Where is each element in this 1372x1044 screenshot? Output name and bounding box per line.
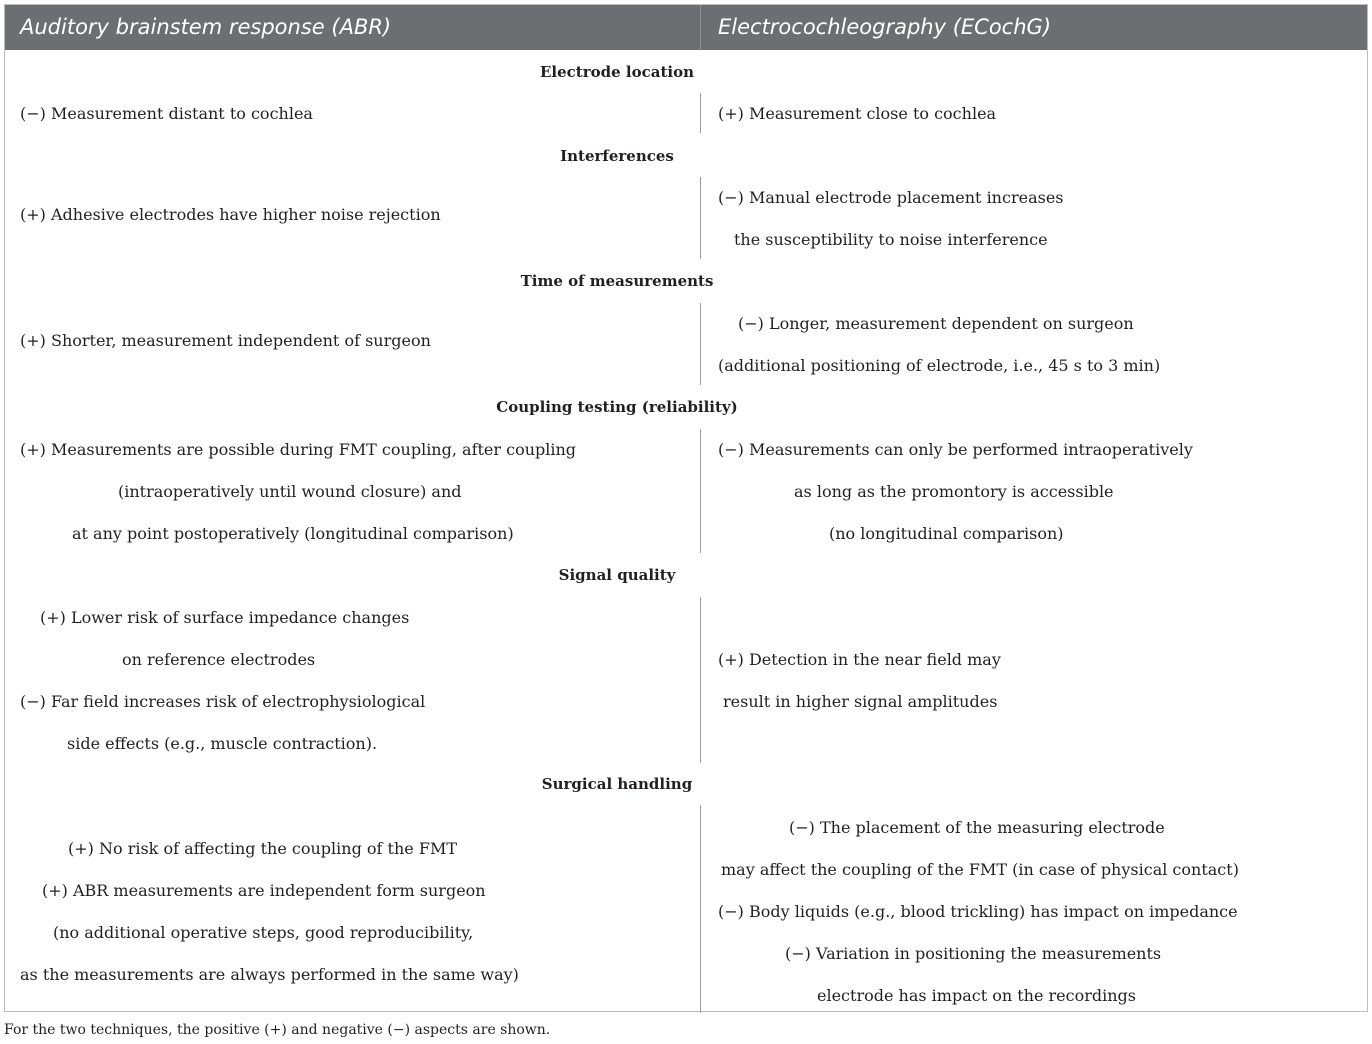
table-footnote: For the two techniques, the positive (+) and negative (−) aspects are shown. bbox=[4, 1022, 551, 1038]
abr-cell-line: (+) Measurements are possible during FMT coupling, after coupling bbox=[20, 440, 577, 459]
section-title-signal-quality: Signal quality bbox=[558, 566, 676, 584]
section-title-surgical-handling: Surgical handling bbox=[541, 775, 693, 793]
ecochg-cell-line: (−) Body liquids (e.g., blood trickling) has impact on impedance bbox=[718, 902, 1238, 921]
ecochg-cell-line: result in higher signal amplitudes bbox=[723, 692, 998, 711]
ecochg-cell-line: (−) Longer, measurement dependent on surgeon bbox=[738, 314, 1134, 333]
section-title-coupling-testing: Coupling testing (reliability) bbox=[496, 398, 738, 416]
column-divider bbox=[700, 303, 701, 385]
abr-cell-line: (−) Far field increases risk of electrophysiological bbox=[20, 692, 426, 711]
abr-cell-line: as the measurements are always performed in the same way) bbox=[20, 965, 519, 984]
column-divider bbox=[700, 805, 701, 1013]
abr-cell-line: (intraoperatively until wound closure) and bbox=[118, 482, 462, 501]
abr-cell-line: (+) No risk of affecting the coupling of the FMT bbox=[68, 839, 457, 858]
section-title-electrode-location: Electrode location bbox=[540, 63, 694, 81]
ecochg-cell-line: (−) The placement of the measuring electrode bbox=[789, 818, 1165, 837]
column-divider bbox=[700, 177, 701, 259]
abr-cell-line: on reference electrodes bbox=[122, 650, 316, 669]
header-abr: Auditory brainstem response (ABR) bbox=[20, 15, 392, 39]
ecochg-cell-line: (no longitudinal comparison) bbox=[829, 524, 1064, 543]
ecochg-cell-line: as long as the promontory is accessible bbox=[794, 482, 1114, 501]
comparison-table bbox=[4, 4, 1368, 1012]
column-divider bbox=[700, 93, 701, 133]
ecochg-cell-line: electrode has impact on the recordings bbox=[817, 986, 1136, 1005]
abr-cell-line: (+) Lower risk of surface impedance changes bbox=[40, 608, 410, 627]
abr-cell-line: (+) Adhesive electrodes have higher noise rejection bbox=[20, 205, 441, 224]
ecochg-cell-line: may affect the coupling of the FMT (in case of physical contact) bbox=[721, 860, 1239, 879]
table-header bbox=[5, 5, 1367, 50]
abr-cell-line: side effects (e.g., muscle contraction). bbox=[67, 734, 378, 753]
header-ecochg: Electrocochleography (ECochG) bbox=[718, 15, 1052, 39]
abr-cell-line: (+) ABR measurements are independent form surgeon bbox=[42, 881, 486, 900]
column-divider bbox=[700, 429, 701, 553]
abr-cell-line: at any point postoperatively (longitudinal comparison) bbox=[72, 524, 514, 543]
ecochg-cell-line: (−) Measurements can only be performed intraoperatively bbox=[718, 440, 1193, 459]
ecochg-cell-line: (−) Variation in positioning the measurements bbox=[785, 944, 1162, 963]
header-divider bbox=[700, 5, 701, 50]
ecochg-cell-line: (+) Detection in the near field may bbox=[718, 650, 1001, 669]
ecochg-cell-line: (additional positioning of electrode, i.e., 45 s to 3 min) bbox=[718, 356, 1161, 375]
abr-cell-line: (no additional operative steps, good reproducibility, bbox=[53, 923, 474, 942]
column-divider bbox=[700, 597, 701, 763]
section-title-interferences: Interferences bbox=[560, 147, 674, 165]
ecochg-cell-line: the susceptibility to noise interference bbox=[734, 230, 1048, 249]
ecochg-cell-line: (−) Manual electrode placement increases bbox=[718, 188, 1064, 207]
abr-cell-line: (+) Shorter, measurement independent of surgeon bbox=[20, 331, 431, 350]
ecochg-cell-line: (+) Measurement close to cochlea bbox=[718, 104, 997, 123]
section-title-time-of-measurements: Time of measurements bbox=[520, 272, 714, 290]
abr-cell-line: (−) Measurement distant to cochlea bbox=[20, 104, 313, 123]
